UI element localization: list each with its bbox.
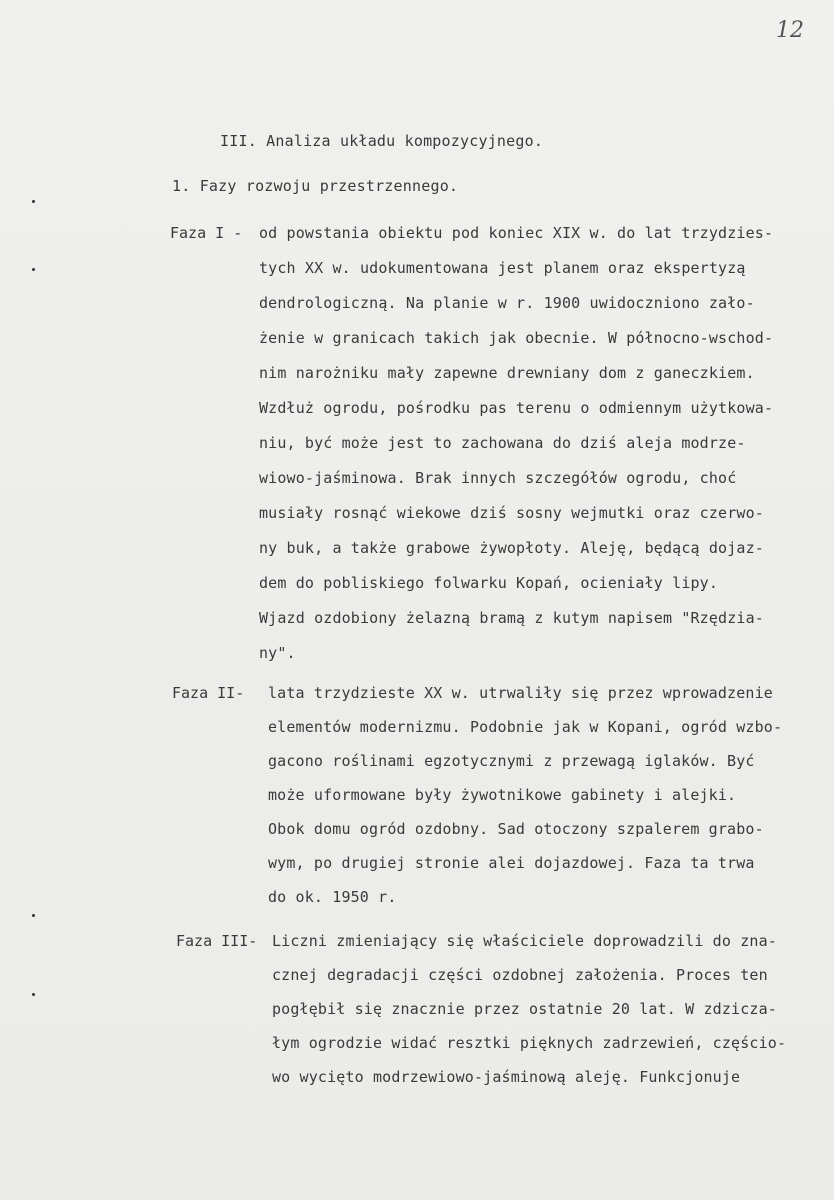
- margin-mark: [32, 993, 35, 996]
- phase-1-line: nim narożniku mały zapewne drewniany dom z ganeczkiem.: [259, 364, 755, 382]
- phase-1-line: wiowo-jaśminowa. Brak innych szczegółów ogrodu, choć: [259, 469, 737, 487]
- phase-1-line: Wzdłuż ogrodu, pośrodku pas terenu o odmiennym użytkowa-: [259, 399, 774, 417]
- phase-2-line: lata trzydzieste XX w. utrwaliły się przez wprowadzenie: [268, 684, 773, 702]
- phase-2-line: gacono roślinami egzotycznymi z przewagą iglaków. Być: [268, 752, 755, 770]
- phase-2-line: do ok. 1950 r.: [268, 888, 397, 906]
- margin-mark: [32, 200, 35, 203]
- phase-label-2: Faza II-: [172, 684, 245, 702]
- phase-1-line: Wjazd ozdobiony żelazną bramą z kutym napisem "Rzędzia-: [259, 609, 764, 627]
- phase-1-line: dem do pobliskiego folwarku Kopań, ocieniały lipy.: [259, 574, 719, 592]
- phase-3-line: pogłębił się znacznie przez ostatnie 20 lat. W zdzicza-: [272, 1000, 777, 1018]
- phase-3-line: łym ogrodzie widać resztki pięknych zadrzewień, częścio-: [272, 1034, 787, 1052]
- phase-2-line: Obok domu ogród ozdobny. Sad otoczony szpalerem grabo-: [268, 820, 764, 838]
- phase-2-line: może uformowane były żywotnikowe gabinety i alejki.: [268, 786, 737, 804]
- margin-mark: [32, 268, 35, 271]
- phase-1-line: tych XX w. udokumentowana jest planem oraz ekspertyzą: [259, 259, 746, 277]
- page-number: 12: [776, 18, 804, 43]
- phase-3-line: wo wycięto modrzewiowo-jaśminową aleję. Funkcjonuje: [272, 1068, 741, 1086]
- subsection-title: 1. Fazy rozwoju przestrzennego.: [172, 177, 459, 195]
- phase-label-1: Faza I -: [170, 224, 243, 242]
- phase-1-line: od powstania obiektu pod koniec XIX w. do lat trzydzies-: [259, 224, 774, 242]
- phase-2-line: wym, po drugiej stronie alei dojazdowej. Faza ta trwa: [268, 854, 755, 872]
- phase-1-line: ny".: [259, 644, 296, 662]
- section-title: III. Analiza układu kompozycyjnego.: [220, 132, 544, 150]
- phase-label-3: Faza III-: [176, 932, 258, 950]
- phase-1-line: żenie w granicach takich jak obecnie. W północno-wschod-: [259, 329, 774, 347]
- phase-1-line: ny buk, a także grabowe żywopłoty. Aleję, będącą dojaz-: [259, 539, 764, 557]
- phase-1-line: musiały rosnąć wiekowe dziś sosny wejmutki oraz czerwo-: [259, 504, 764, 522]
- phase-2-line: elementów modernizmu. Podobnie jak w Kopani, ogród wzbo-: [268, 718, 783, 736]
- phase-3-line: Liczni zmieniający się właściciele doprowadzili do zna-: [272, 932, 777, 950]
- phase-1-line: dendrologiczną. Na planie w r. 1900 uwidoczniono zało-: [259, 294, 755, 312]
- phase-1-line: niu, być może jest to zachowana do dziś aleja modrze-: [259, 434, 746, 452]
- phase-3-line: cznej degradacji części ozdobnej założenia. Proces ten: [272, 966, 768, 984]
- margin-mark: [32, 914, 35, 917]
